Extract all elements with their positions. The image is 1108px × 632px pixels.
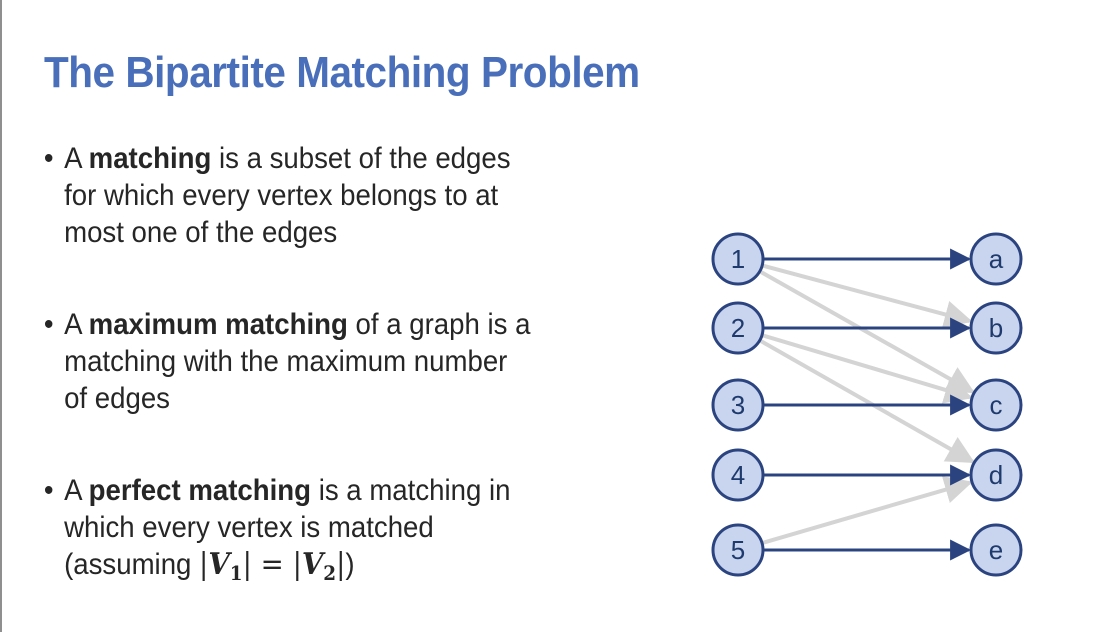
bold-term-perfect-matching: perfect matching xyxy=(88,474,312,507)
node-label: d xyxy=(988,460,1004,490)
node-label: c xyxy=(989,390,1003,420)
node-right-a xyxy=(971,234,1021,284)
node-right-d xyxy=(971,450,1021,500)
math-subscript: 1 xyxy=(229,561,243,585)
node-right-c xyxy=(971,380,1021,430)
math-bar: | xyxy=(292,547,302,582)
line-text: which every vertex is matched xyxy=(64,511,434,544)
line-text: A xyxy=(64,142,89,175)
node-label: b xyxy=(988,313,1004,343)
math-equals: = xyxy=(251,547,293,582)
math-variable: V xyxy=(301,547,324,582)
unmatched-edge-1-c xyxy=(760,271,973,391)
math-subscript: 2 xyxy=(323,561,337,585)
unmatched-edge-2-c xyxy=(762,335,970,397)
matched-edges xyxy=(763,259,969,550)
line-text: A xyxy=(64,308,89,341)
line-text: for which every vertex belongs to at xyxy=(64,179,499,212)
unmatched-edge-1-b xyxy=(762,265,970,321)
line-text: is a subset of the edges xyxy=(211,142,511,175)
node-label: e xyxy=(988,535,1004,565)
node-right-b xyxy=(971,303,1021,353)
node-left-4 xyxy=(713,450,763,500)
node-label: 5 xyxy=(730,535,746,565)
line-text: of edges xyxy=(64,382,170,415)
node-left-2 xyxy=(713,303,763,353)
slide-title: The Bipartite Matching Problem xyxy=(44,48,640,97)
bold-term-maximum-matching: maximum matching xyxy=(88,308,348,341)
node-label: 4 xyxy=(730,460,746,490)
line-text: A xyxy=(64,474,89,507)
math-bar: | xyxy=(199,547,209,582)
math-bar: | xyxy=(242,547,252,582)
line-text: is a matching in xyxy=(311,474,511,507)
bold-term-matching: matching xyxy=(88,142,212,175)
node-label: a xyxy=(988,244,1004,274)
node-right-e xyxy=(971,525,1021,575)
node-left-1 xyxy=(713,234,763,284)
bipartite-graph-diagram xyxy=(2,0,1108,632)
line-text: matching with the maximum number xyxy=(64,345,508,378)
node-label: 2 xyxy=(730,313,746,343)
math-suffix: ) xyxy=(345,548,355,581)
node-left-5 xyxy=(713,525,763,575)
line-text: most one of the edges xyxy=(64,216,338,249)
unmatched-edge-2-d xyxy=(760,340,973,461)
node-left-3 xyxy=(713,380,763,430)
unmatched-edge-5-d xyxy=(762,483,970,543)
math-bar: | xyxy=(336,547,346,582)
node-label: 3 xyxy=(730,390,746,420)
math-prefix: (assuming xyxy=(64,548,200,581)
node-label: 1 xyxy=(730,244,746,274)
line-text: of a graph is a xyxy=(347,308,531,341)
math-variable: V xyxy=(208,547,230,582)
